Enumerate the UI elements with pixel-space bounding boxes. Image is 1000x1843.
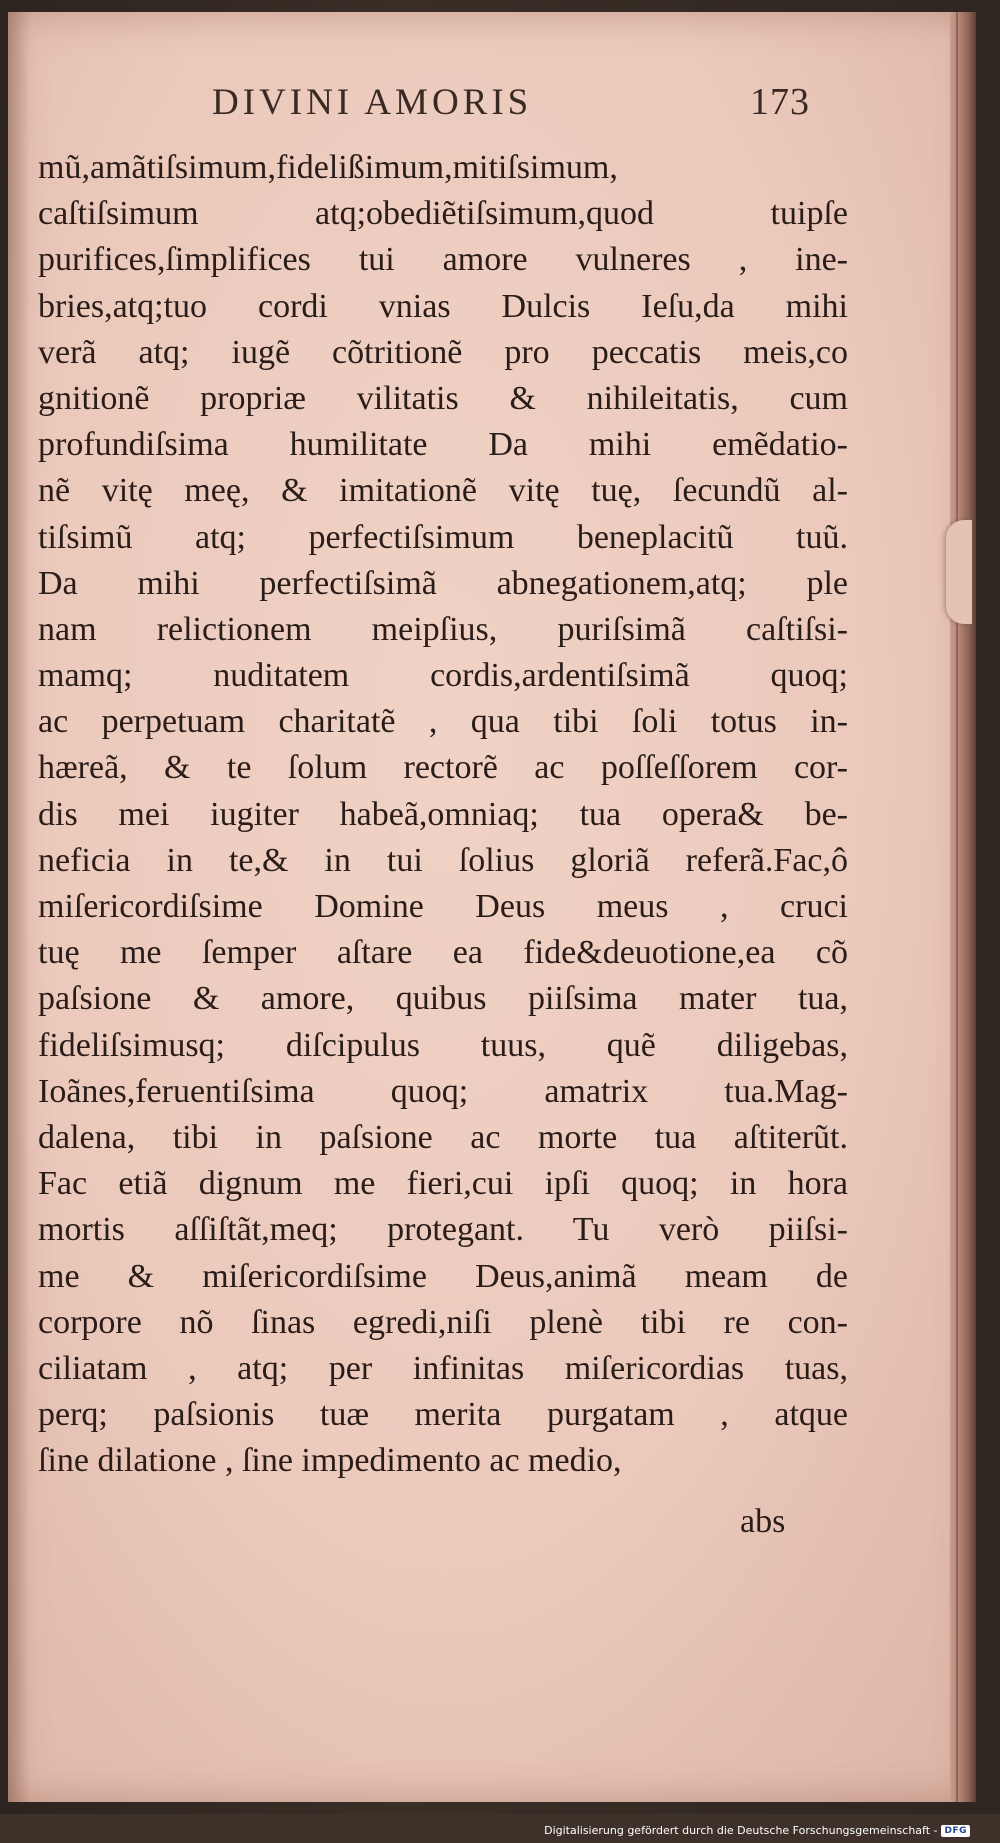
credit-text: Digitalisierung gefördert durch die Deutsche Forschungsgemeinschaft - [544, 1824, 938, 1837]
dfg-logo: DFG [941, 1825, 970, 1837]
page-edge [950, 12, 976, 1802]
digitization-credit [544, 1824, 970, 1837]
text-line: purifices,ſimplifices tui amore vulneres , ine- [38, 241, 848, 279]
text-line: ſine dilatione , ſine impedimento ac medio, [38, 1442, 622, 1480]
text-line: caſtiſsimum atq;obediẽtiſsimum,quod tuipſe [38, 195, 848, 233]
text-line: me & miſericordiſsime Deus,animã meam de [38, 1257, 848, 1295]
page-number: 173 [750, 81, 810, 123]
text-line: fideliſsimusq; diſcipulus tuus, quẽ diligebas, [38, 1026, 848, 1064]
text-line: nam relictionem meipſius, puriſsimã caſtiſsi- [38, 610, 848, 648]
page-tab [946, 520, 972, 624]
text-line: miſericordiſsime Domine Deus meus , cruci [38, 888, 848, 925]
text-line: mamq; nuditatem cordis,ardentiſsimã quoq; [38, 657, 848, 695]
text-line: tuę me ſemper aſtare ea fide&deuotione,ea cõ [38, 934, 848, 972]
text-line: gnitionẽ propriæ vilitatis & nihileitatis, cum [38, 379, 848, 417]
text-line: neficia in te,& in tui ſolius gloriã referã.Fac,ô [38, 841, 848, 879]
text-line: paſsione & amore, quibus piiſsima mater tua, [38, 980, 848, 1018]
text-line: Fac etiã dignum me fieri,cui ipſi quoq; in hora [38, 1165, 848, 1203]
gutter-shadow [8, 12, 30, 1802]
text-line: hæreã, & te ſolum rectorẽ ac poſſeſſorem cor- [38, 749, 848, 787]
text-line: tiſsimũ atq; perfectiſsimum beneplacitũ tuũ. [38, 518, 848, 556]
running-title: DIVINI AMORIS [212, 82, 533, 123]
running-head [200, 80, 810, 124]
text-line: Da mihi perfectiſsimã abnegationem,atq; ple [38, 564, 848, 602]
text-line: Ioãnes,feruentiſsima quoq; amatrix tua.Mag- [38, 1072, 848, 1110]
text-block [38, 145, 848, 1484]
footer-bar [0, 1814, 1000, 1843]
text-line: ciliatam , atq; per infinitas miſericordias tuas, [38, 1349, 848, 1387]
text-line: perq; paſsionis tuæ merita purgatam , atque [38, 1396, 848, 1434]
text-line: ac perpetuam charitatẽ , qua tibi ſoli totus in- [38, 703, 848, 741]
text-line: verã atq; iugẽ cõtritionẽ pro peccatis meis,co [38, 333, 848, 371]
text-line: dalena, tibi in paſsione ac morte tua aſtiterũt. [38, 1118, 848, 1156]
catchword: abs [740, 1503, 786, 1540]
text-line: bries,atq;tuo cordi vnias Dulcis Ieſu,da mihi [38, 287, 848, 325]
text-line: dis mei iugiter habeã,omniaq; tua opera& be- [38, 795, 848, 833]
text-line: nẽ vitę meę, & imitationẽ vitę tuę, ſecundũ al- [38, 472, 848, 510]
text-line: mũ,amãtiſsimum,fidelißimum,mitiſsimum, [38, 149, 618, 186]
text-line: profundiſsima humilitate Da mihi emẽdatio- [38, 426, 848, 464]
text-line: mortis aſſiſtãt,meq; protegant. Tu verò piiſsi- [38, 1211, 848, 1249]
text-line: corpore nõ ſinas egredi,niſi plenè tibi re con- [38, 1303, 848, 1341]
